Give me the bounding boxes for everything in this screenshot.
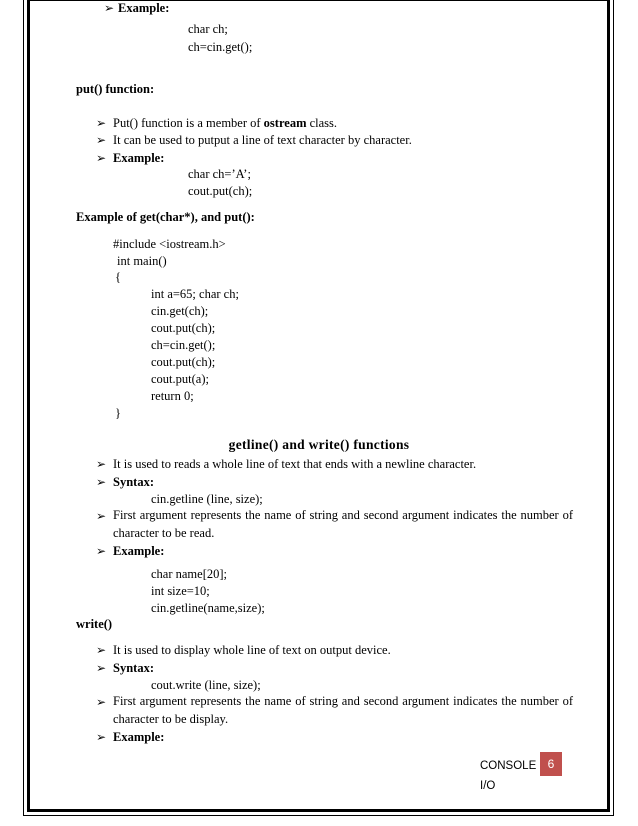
- code-line: int main(): [117, 254, 167, 268]
- bullet-text: It can be used to putput a line of text character by character.: [113, 133, 412, 147]
- footer-label: CONSOLE I/O: [480, 760, 537, 792]
- code-line: char name[20];: [151, 567, 228, 581]
- code-line: int a=65; char ch;: [151, 287, 239, 301]
- example-label: Example:: [113, 544, 165, 558]
- bullet-arrow-icon: ➢: [96, 457, 107, 471]
- code-line: char ch=’A’;: [188, 167, 251, 181]
- bullet-text: First argument represents the name of string and second argument indicates the number of character to be display.: [113, 694, 573, 726]
- code-line: cout.put(ch);: [151, 355, 216, 369]
- example-label: Example:: [113, 151, 165, 165]
- bullet-text: It is used to display whole line of text on output device.: [113, 643, 391, 657]
- section-heading: Example of get(char*), and put():: [76, 210, 255, 224]
- code-line: cin.getline (line, size);: [151, 492, 263, 506]
- bullet-text: Put() function is a member of ostream class.: [113, 116, 338, 130]
- example-label: Example:: [118, 1, 170, 15]
- bullet-text: It is used to reads a whole line of text that ends with a newline character.: [113, 457, 477, 471]
- code-line: ch=cin.get();: [188, 40, 253, 54]
- section-title: getline() and write() functions: [228, 437, 410, 452]
- bullet-arrow-icon: ➢: [96, 475, 107, 489]
- code-line: return 0;: [151, 389, 194, 403]
- bullet-arrow-icon: ➢: [96, 695, 107, 709]
- syntax-label: Syntax:: [113, 475, 154, 489]
- bullet-arrow-icon: ➢: [96, 509, 107, 523]
- code-line: int size=10;: [151, 584, 210, 598]
- page-number-badge: 6: [540, 752, 562, 776]
- code-line: cout.put(ch);: [188, 184, 253, 198]
- syntax-label: Syntax:: [113, 661, 154, 675]
- section-heading: put() function:: [76, 82, 155, 96]
- code-line: {: [115, 270, 121, 284]
- section-heading: write(): [76, 617, 113, 631]
- bullet-arrow-icon: ➢: [96, 730, 107, 744]
- code-line: cout.write (line, size);: [151, 678, 261, 692]
- bullet-arrow-icon: ➢: [96, 116, 107, 130]
- code-line: ch=cin.get();: [151, 338, 216, 352]
- bullet-arrow-icon: ➢: [96, 544, 107, 558]
- code-line: cin.getline(name,size);: [151, 601, 265, 615]
- bullet-arrow-icon: ➢: [96, 151, 107, 165]
- code-line: cin.get(ch);: [151, 304, 209, 318]
- code-line: #include <iostream.h>: [113, 237, 226, 251]
- example-label: Example:: [113, 730, 165, 744]
- code-line: cout.put(a);: [151, 372, 209, 386]
- bullet-arrow-icon: ➢: [96, 661, 107, 675]
- code-line: }: [115, 406, 121, 420]
- bullet-text: First argument represents the name of string and second argument indicates the number of character to be read.: [113, 508, 573, 540]
- bullet-arrow-icon: ➢: [96, 133, 107, 147]
- code-line: cout.put(ch);: [151, 321, 216, 335]
- bullet-arrow-icon: ➢: [104, 1, 115, 15]
- bullet-arrow-icon: ➢: [96, 643, 107, 657]
- code-line: char ch;: [188, 22, 228, 36]
